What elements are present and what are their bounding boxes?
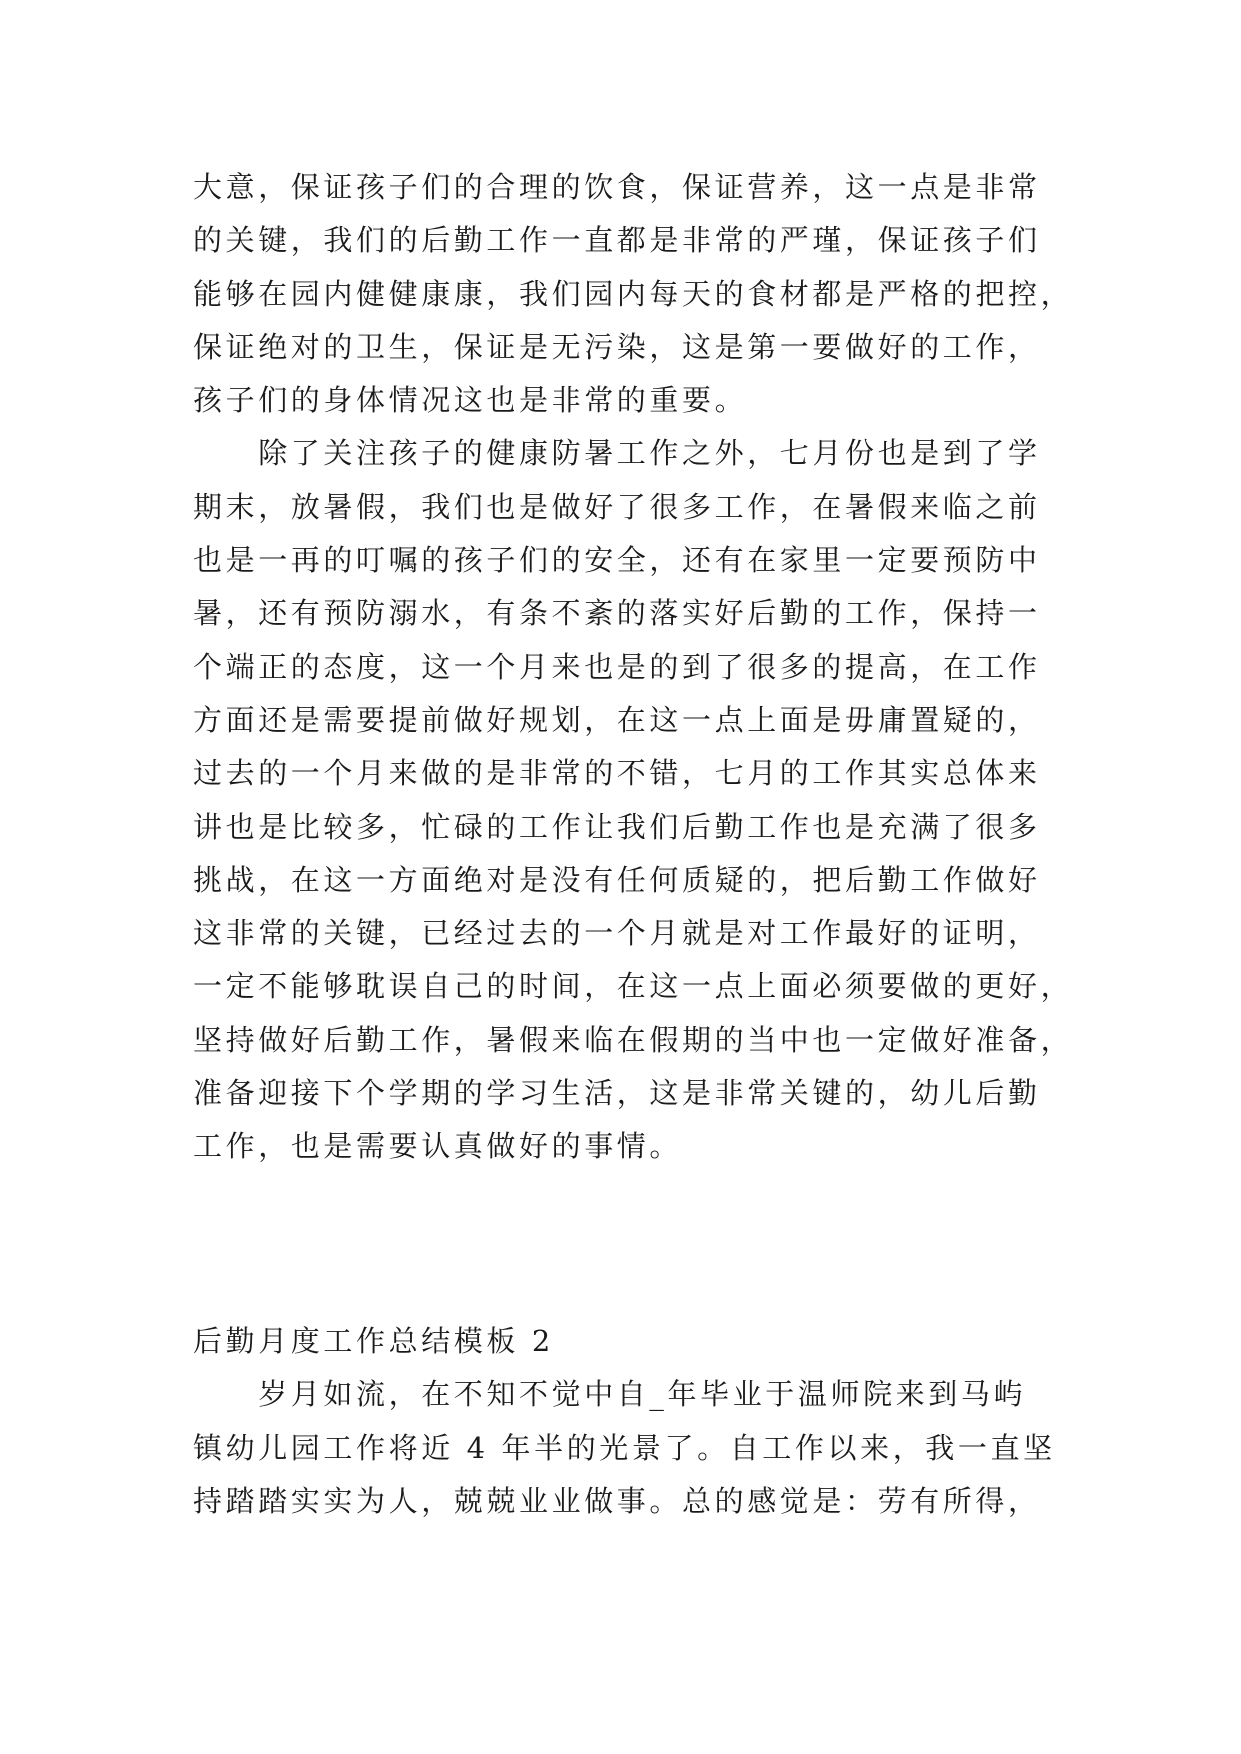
text-line: 挑战，在这一方面绝对是没有任何质疑的，把后勤工作做好 — [193, 862, 1041, 897]
text-line: 坚持做好后勤工作，暑假来临在假期的当中也一定做好准备， — [193, 1022, 1074, 1057]
text-line: 一定不能够耽误自己的时间，在这一点上面必须要做的更好， — [193, 969, 1074, 1004]
text-line: 方面还是需要提前做好规划，在这一点上面是毋庸置疑的， — [193, 702, 1041, 737]
section-heading: 后勤月度工作总结模板 2 — [193, 1324, 554, 1358]
body-text-section-2 — [193, 1315, 1073, 1528]
text-line: 持踏踏实实为人，兢兢业业做事。总的感觉是：劳有所得， — [193, 1483, 1041, 1518]
text-line: 镇幼儿园工作将近 4 年半的光景了。自工作以来，我一直坚 — [193, 1430, 1056, 1465]
text-line: 孩子们的身体情况这也是非常的重要。 — [193, 383, 748, 418]
text-line: 暑，还有预防溺水，有条不紊的落实好后勤的工作，保持一 — [193, 596, 1041, 631]
text-line: 保证绝对的卫生，保证是无污染，这是第一要做好的工作， — [193, 329, 1041, 364]
text-line: 讲也是比较多，忙碌的工作让我们后勤工作也是充满了很多 — [193, 809, 1041, 844]
text-line: 大意，保证孩子们的合理的饮食，保证营养，这一点是非常 — [193, 170, 1041, 204]
text-line: 工作，也是需要认真做好的事情。 — [193, 1129, 683, 1164]
text-line: 也是一再的叮嘱的孩子们的安全，还有在家里一定要预防中 — [193, 543, 1041, 578]
paragraph-start-line: 岁月如流，在不知不觉中自_年毕业于温师院来到马屿 — [193, 1377, 1027, 1412]
text-line: 准备迎接下个学期的学习生活，这是非常关键的，幼儿后勤 — [193, 1076, 1041, 1111]
text-line: 期末，放暑假，我们也是做好了很多工作，在暑假来临之前 — [193, 489, 1041, 524]
text-line: 个端正的态度，这一个月来也是的到了很多的提高，在工作 — [193, 649, 1041, 684]
body-text-section-1 — [193, 161, 1073, 1174]
text-line: 能够在园内健健康康，我们园内每天的食材都是严格的把控， — [193, 276, 1074, 311]
paragraph-start-line: 除了关注孩子的健康防暑工作之外，七月份也是到了学 — [193, 436, 1041, 471]
text-line: 的关键，我们的后勤工作一直都是非常的严瑾，保证孩子们 — [193, 223, 1041, 258]
text-line: 过去的一个月来做的是非常的不错，七月的工作其实总体来 — [193, 756, 1041, 791]
text-line: 这非常的关键，已经过去的一个月就是对工作最好的证明， — [193, 916, 1041, 951]
